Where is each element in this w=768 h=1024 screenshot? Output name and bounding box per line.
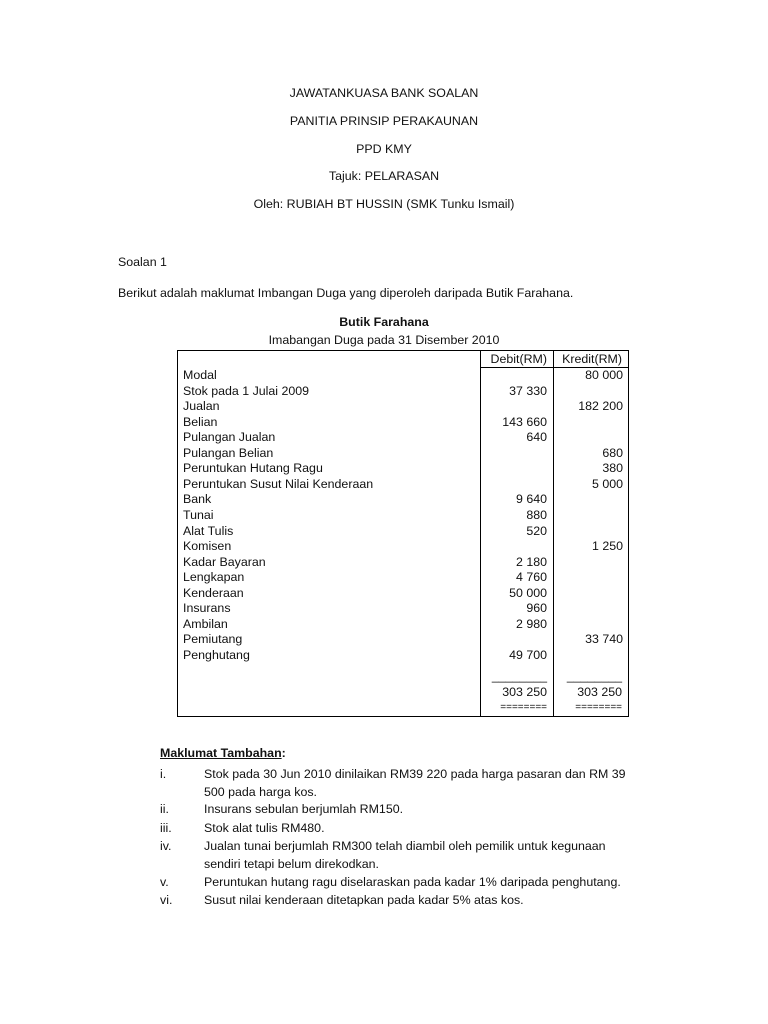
debit-amount: 4 760 — [515, 570, 547, 585]
note-text: Peruntukan hutang ragu diselaraskan pada kadar 1% daripada penghutang. — [204, 875, 621, 889]
debit-amount: 880 — [526, 507, 547, 522]
additional-info-title-text: Maklumat Tambahan — [160, 746, 282, 760]
note-text: Jualan tunai berjumlah RM300 telah diambil oleh pemilik untuk kegunaan sendiri tetapi belum direkodkan. — [204, 839, 606, 871]
debit-amount: 9 640 — [515, 492, 547, 507]
table-row — [178, 570, 628, 586]
credit-underline: ________ — [566, 669, 622, 683]
credit-amount: 80 000 — [585, 368, 623, 382]
note-text: Stok pada 30 Jun 2010 dinilaikan RM39 220 pada harga pasaran dan RM 39 500 pada harga kos. — [204, 767, 626, 799]
account-name: Belian — [183, 414, 218, 429]
account-name: Peruntukan Hutang Ragu — [183, 461, 323, 476]
account-name: Komisen — [183, 539, 232, 554]
account-name: Bank — [183, 492, 212, 507]
account-name: Lengkapan — [183, 570, 245, 585]
debit-amount: 49 700 — [509, 647, 547, 662]
note-text: Insurans sebulan berjumlah RM150. — [204, 802, 404, 816]
table-row — [178, 632, 628, 648]
table-row — [178, 617, 628, 633]
debit-underline: ________ — [491, 669, 547, 683]
header-topic: Tajuk: PELARASAN — [328, 169, 440, 183]
trial-balance-table — [177, 350, 629, 717]
account-name: Ambilan — [183, 616, 228, 631]
credit-amount: 33 740 — [585, 632, 623, 647]
debit-amount: 37 330 — [509, 383, 547, 398]
debit-amount: 2 180 — [515, 554, 547, 569]
header-panel: PANITIA PRINSIP PERAKAUNAN — [289, 114, 479, 128]
account-name: Jualan — [183, 399, 220, 414]
debit-amount: 50 000 — [509, 585, 547, 600]
question-label: Soalan 1 — [118, 255, 167, 269]
account-name: Modal — [183, 368, 217, 382]
debit-amount: 520 — [526, 523, 547, 538]
question-intro: Berikut adalah maklumat Imbangan Duga yang diperoleh daripada Butik Farahana. — [118, 286, 574, 300]
credit-total: 303 250 — [577, 685, 622, 699]
debit-amount: 143 660 — [502, 414, 547, 429]
credit-amount: 680 — [602, 445, 623, 460]
table-row — [178, 492, 628, 508]
table-row — [178, 508, 628, 524]
header-committee: JAWATANKUASA BANK SOALAN — [289, 86, 479, 100]
debit-amount: 960 — [526, 601, 547, 616]
note-number: i. — [160, 767, 167, 781]
credit-amount: 380 — [602, 461, 623, 476]
account-name: Stok pada 1 Julai 2009 — [183, 383, 310, 398]
table-row — [178, 399, 628, 415]
table-row — [178, 601, 628, 617]
credit-amount: 1 250 — [591, 539, 623, 554]
table-row — [178, 555, 628, 571]
note-text: Stok alat tulis RM480. — [204, 821, 325, 835]
table-row — [178, 446, 628, 462]
credit-header: Kredit(RM) — [562, 352, 622, 366]
credit-double-underline: ======== — [575, 702, 622, 713]
trial-balance-subtitle: Imabangan Duga pada 31 Disember 2010 — [268, 333, 500, 347]
header-author: Oleh: RUBIAH BT HUSSIN (SMK Tunku Ismail) — [253, 197, 515, 211]
table-row — [178, 415, 628, 431]
account-name: Penghutang — [183, 647, 250, 662]
table-row — [178, 586, 628, 602]
account-name: Tunai — [183, 507, 214, 522]
table-row — [178, 539, 628, 555]
note-text: Susut nilai kenderaan ditetapkan pada kadar 5% atas kos. — [204, 893, 524, 907]
table-row — [178, 477, 628, 493]
table-row — [178, 368, 628, 384]
account-name: Pulangan Belian — [183, 445, 274, 460]
credit-amount: 182 200 — [578, 399, 623, 414]
table-row — [178, 524, 628, 540]
debit-amount: 2 980 — [515, 616, 547, 631]
debit-header: Debit(RM) — [490, 352, 547, 366]
debit-amount: 640 — [526, 430, 547, 445]
account-name: Kenderaan — [183, 585, 244, 600]
account-name: Insurans — [183, 601, 231, 616]
account-name: Peruntukan Susut Nilai Kenderaan — [183, 476, 374, 491]
debit-double-underline: ======== — [500, 702, 547, 713]
table-row — [178, 648, 628, 664]
account-name: Alat Tulis — [183, 523, 234, 538]
table-row — [178, 461, 628, 477]
account-name: Pemiutang — [183, 632, 243, 647]
header-district: PPD KMY — [356, 142, 412, 156]
additional-info-title — [160, 745, 286, 761]
note-number: v. — [160, 875, 169, 889]
note-number: iv. — [160, 839, 172, 853]
table-row — [178, 384, 628, 400]
credit-amount: 5 000 — [591, 476, 623, 491]
company-name: Butik Farahana — [339, 315, 429, 329]
table-row — [178, 430, 628, 446]
debit-total: 303 250 — [502, 685, 547, 699]
additional-info-colon: : — [281, 746, 286, 760]
account-name: Pulangan Jualan — [183, 430, 276, 445]
note-number: iii. — [160, 821, 172, 835]
note-number: vi. — [160, 893, 173, 907]
account-name: Kadar Bayaran — [183, 554, 266, 569]
note-number: ii. — [160, 802, 169, 816]
